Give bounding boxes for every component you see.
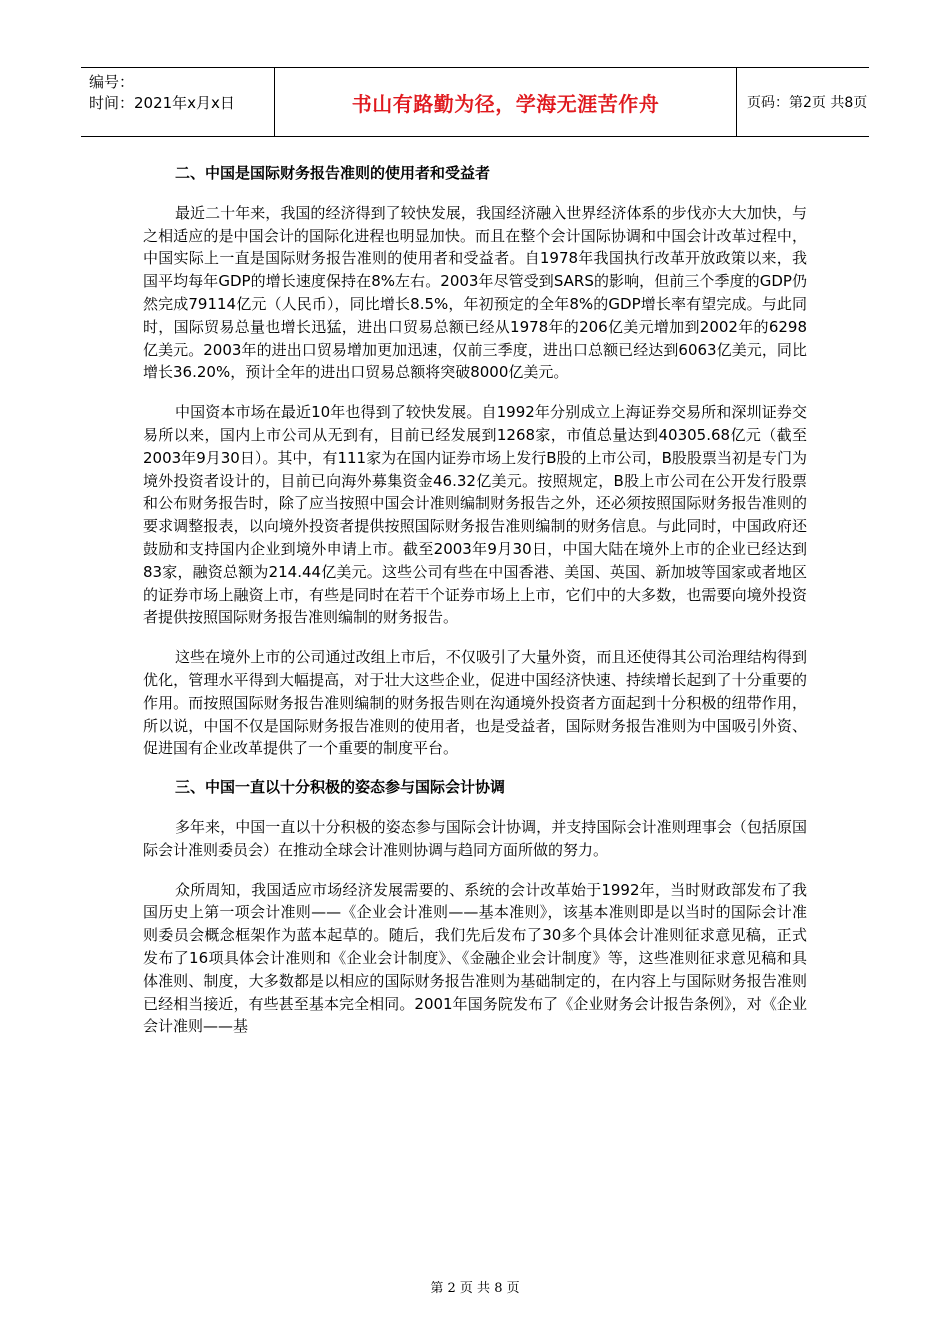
- page-footer: [0, 1277, 950, 1296]
- page-label: 页码：第2页 共8页: [747, 95, 868, 111]
- section-heading: 二、中国是国际财务报告准则的使用者和受益者: [175, 164, 491, 182]
- document-body: [143, 150, 807, 1038]
- paragraph: 最近二十年来，我国的经济得到了较快发展，我国经济融入世界经济体系的步伐亦大大加快，与之相适应的是中国会计的国际化进程也明显加快。而且在整个会计国际协调和中国会计改革过程中，中国实际上一直是国际财务报告准则的使用者和受益者。自1978年我国执行改革开放政策以来，我国平均每年GDP的增长速度保持在8%左右。2003年尽管受到SARS的影响，但前三个季度的GDP仍然完成79114亿元（人民币），同比增长8.5%，年初预定的全年8%的GDP增长率有望完成。与此同时，国际贸易总量也增长迅猛，进出口贸易总额已经从1978年的206亿美元增加到2002年的6298亿美元。2003年的进出口贸易增加更加迅速，仅前三季度，进出口总额已经达到6063亿美元，同比增长36.20%，预计全年的进出口贸易总额将突破8000亿美元。: [143, 203, 807, 382]
- time-label: 时间：2021年x月x日: [89, 94, 235, 112]
- section-heading: 三、中国一直以十分积极的姿态参与国际会计协调: [175, 778, 506, 797]
- page-header: [81, 67, 869, 137]
- header-motto: [275, 68, 737, 136]
- code-label: 编号：: [89, 73, 135, 91]
- paragraph: 中国资本市场在最近10年也得到了较快发展。自1992年分别成立上海证券交易所和深圳证券交易所以来，国内上市公司从无到有，目前已经发展到1268家，市值总量达到40305.68亿元（截至2003年9月30日）。其中，有111家为在国内证券市场上发行B股的上市公司，B股股票当初是专门为境外投资者设计的，目前已向海外募集资金46.32亿美元。按照规定，B股上市公司在公开发行股票和公布财务报告时，除了应当按照中国会计准则编制财务报告之外，还必须按照国际财务报告准则的要求调整报表，以向境外投资者提供按照国际财务报告准则编制的财务信息。与此同时，中国政府还鼓励和支持国内企业到境外申请上市。截至2003年9月30日，中国大陆在境外上市的企业已经达到83家，融资总额为214.44亿美元。这些公司有些在中国香港、美国、英国、新加坡等国家或者地区的证券市场上融资上市，有些是同时在若干个证券市场上上市，它们中的大多数，也需要向境外投资者提供按照国际财务报告准则编制的财务报告。: [143, 403, 807, 627]
- paragraph: 众所周知，我国适应市场经济发展需要的、系统的会计改革始于1992年，当时财政部发布了我国历史上第一项会计准则——《企业会计准则——基本准则》，该基本准则即是以当时的国际会计准则委员会概念框架作为蓝本起草的。随后，我们先后发布了30多个具体会计准则征求意见稿，正式发布了16项具体会计准则和《企业会计制度》、《金融企业会计制度》等，这些准则征求意见稿和具体准则、制度，大多数都是以相应的国际财务报告准则为基础制定的，在内容上与国际财务报告准则已经相当接近，有些甚至基本完全相同。2001年国务院发布了《企业财务会计报告条例》，对《企业会计准则——基: [143, 880, 807, 1036]
- header-page: [737, 68, 869, 136]
- paragraph: 多年来，中国一直以十分积极的姿态参与国际会计协调，并支持国际会计准则理事会（包括原国际会计准则委员会）在推动全球会计准则协调与趋同方面所做的努力。: [143, 817, 807, 859]
- header-meta: [81, 68, 275, 136]
- footer-page-number: 第 2 页 共 8 页: [430, 1281, 520, 1296]
- paragraph: 这些在境外上市的公司通过改组上市后，不仅吸引了大量外资，而且还使得其公司治理结构得到优化，管理水平得到大幅提高，对于壮大这些企业，促进中国经济快速、持续增长起到了十分重要的作用。而按照国际财务报告准则编制的财务报告则在沟通境外投资者方面起到十分积极的纽带作用，所以说，中国不仅是国际财务报告准则的使用者，也是受益者，国际财务报告准则为中国吸引外资、促进国有企业改革提供了一个重要的制度平台。: [143, 648, 807, 758]
- motto-text: 书山有路勤为径，学海无涯苦作舟: [351, 91, 660, 116]
